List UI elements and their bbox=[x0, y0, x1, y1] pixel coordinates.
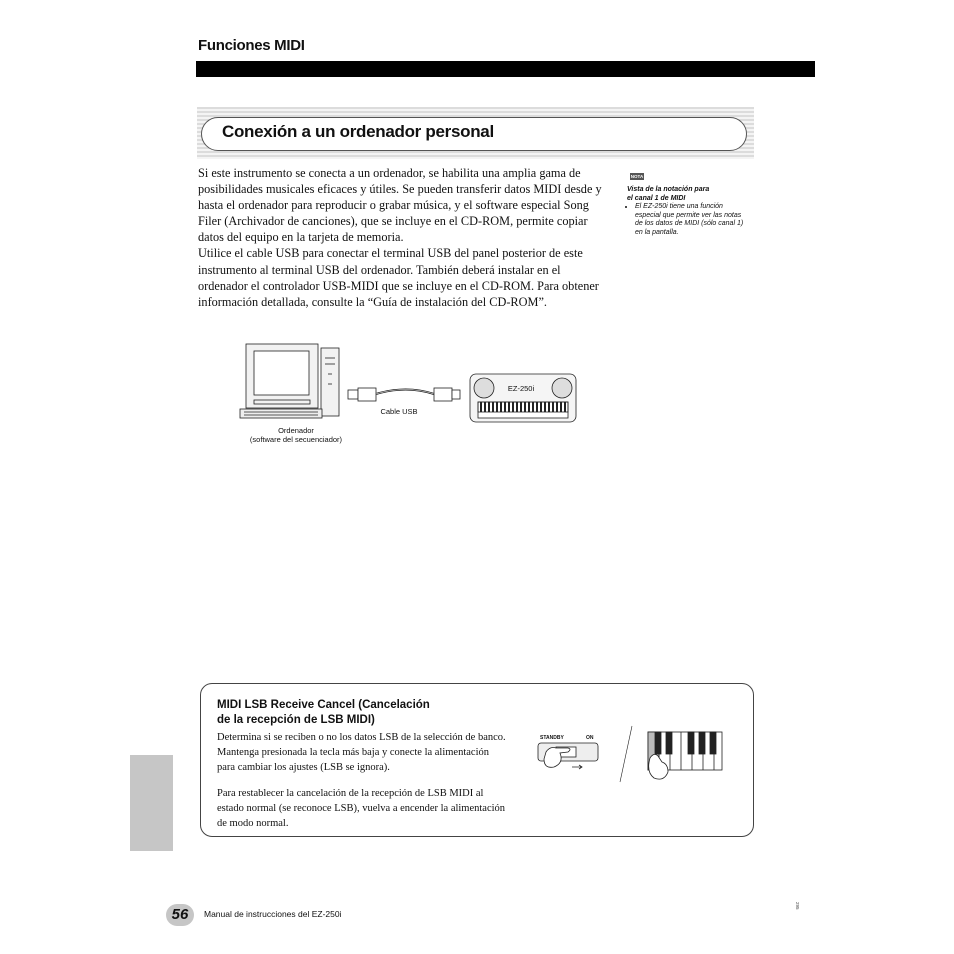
standby-label: STANDBY bbox=[540, 735, 564, 741]
box-title bbox=[217, 698, 430, 727]
box-paragraph-1: Determina si se reciben o no los datos LSB de la selección de banco. Mantenga presionada la tecla más baja y conecte la alimentación para cambiar los ajustes (LSB se ignora). bbox=[217, 732, 506, 773]
note-sidebar bbox=[627, 173, 747, 237]
note-list bbox=[627, 203, 747, 237]
body-paragraph-2: Utilice el cable USB para conectar el terminal USB del panel posterior de este instrumento al terminal USB del ordenador. También deberá instalar en el ordenador el controlador USB-MIDI que se incluye en el CD-ROM. Para obtener información detallada, consulte la “Guía de instalación del CD-ROM”. bbox=[198, 246, 599, 309]
piano-keys-icon bbox=[648, 732, 722, 779]
cable-label: Cable USB bbox=[380, 407, 418, 416]
connection-diagram bbox=[236, 340, 596, 450]
note-item: • El EZ-250i tiene una función especial que permite ver las notas de los datos de MIDI (sólo canal 1) en la pantalla. bbox=[635, 203, 747, 237]
power-switch-illustration bbox=[532, 714, 732, 790]
body-text bbox=[198, 165, 610, 310]
computer-label-line1: Ordenador bbox=[278, 426, 314, 435]
box-paragraph-2: Para restablecer la cancelación de la recepción de LSB MIDI al estado normal (se reconoce LSB), vuelva a encender la alimentación de modo normal. bbox=[217, 788, 506, 829]
body-paragraph-1: Si este instrumento se conecta a un ordenador, se habilita una amplia gama de posibilidades musicales eficaces y útiles. Se pueden transferir datos MIDI desde y hasta el ordenador para reproducir o grabar música, y el software especial Song Filer (Archivador de canciones), que se incluye en el CD-ROM, permite copiar datos del equipo en la tarjeta de memoria. bbox=[198, 166, 602, 245]
box-title-line2: de la recepción de LSB MIDI) bbox=[217, 713, 375, 726]
keyboard-icon bbox=[470, 374, 576, 422]
power-switch-icon bbox=[538, 743, 598, 769]
page-number: 56 bbox=[166, 904, 194, 926]
section-bar bbox=[196, 61, 815, 77]
footer-manual-title: Manual de instrucciones del EZ-250i bbox=[204, 909, 342, 919]
on-label: ON bbox=[586, 735, 594, 741]
side-tab bbox=[130, 755, 173, 851]
keyboard-model-label: EZ-250i bbox=[507, 384, 535, 393]
nota-badge: NOTA bbox=[630, 174, 644, 179]
separator-line bbox=[620, 726, 632, 782]
computer-label bbox=[236, 426, 356, 444]
switch-and-keys-svg bbox=[532, 714, 732, 790]
box-text-1 bbox=[217, 730, 507, 775]
box-text-2 bbox=[217, 786, 507, 831]
side-code: 295 bbox=[795, 902, 800, 910]
usb-cable-icon bbox=[348, 388, 460, 401]
box-title-line1: MIDI LSB Receive Cancel (Cancelación bbox=[217, 699, 430, 711]
note-title-line2: el canal 1 de MIDI bbox=[627, 194, 686, 202]
note-title bbox=[627, 186, 747, 203]
section-title: Funciones MIDI bbox=[198, 37, 305, 54]
computer-icon bbox=[240, 344, 339, 418]
note-title-line1: Vista de la notación para bbox=[627, 186, 710, 193]
page-heading: Conexión a un ordenador personal bbox=[222, 122, 494, 141]
computer-label-line2: (software del secuenciador) bbox=[249, 435, 343, 444]
